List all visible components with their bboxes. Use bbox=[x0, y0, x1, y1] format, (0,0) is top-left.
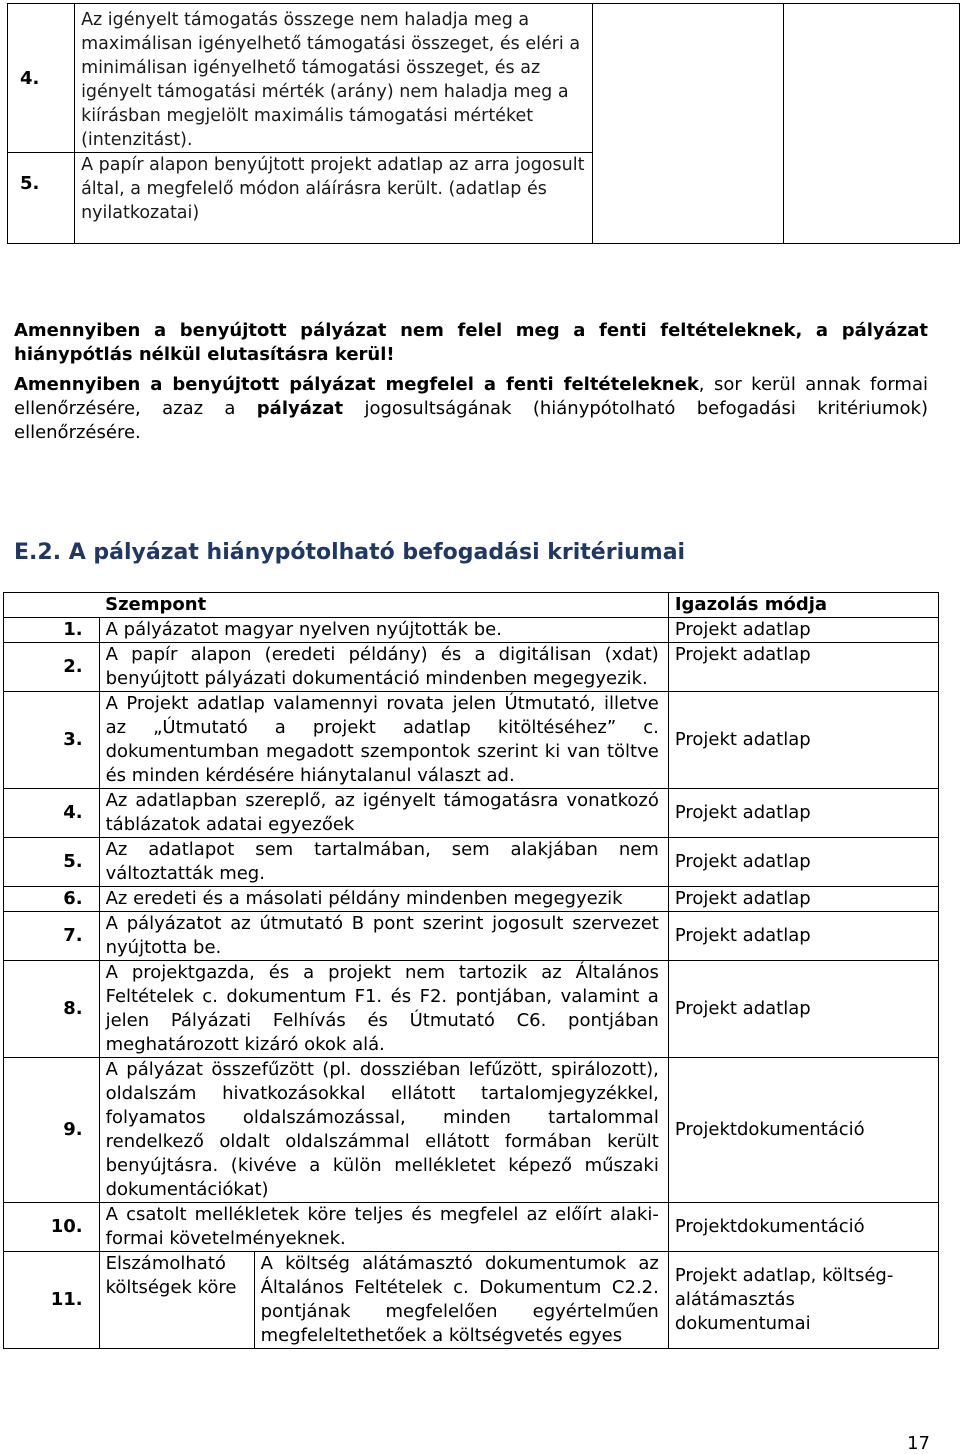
proof-text: Projekt adatlap bbox=[668, 961, 938, 1058]
table-row bbox=[4, 887, 939, 912]
criterion-text: A pályázat összefűzött (pl. dossziéban lefűzött, spirálozott), oldalszám hivatkozásokkal ellátott tartalomjegyzékkel, folyamatos oldalszámozással, minden tartalommal rendelkező oldalt oldalszámmal ellátott formában került benyújtásra. (kivéve a külön mellékletet képező műszaki dokumentációkat) bbox=[99, 1058, 668, 1203]
row-number: 5. bbox=[4, 838, 100, 887]
proof-text: Projekt adatlap bbox=[668, 912, 938, 961]
criterion-text: A pályázatot az útmutató B pont szerint jogosult szervezet nyújtotta be. bbox=[99, 912, 668, 961]
empty-cell bbox=[592, 4, 783, 244]
proof-text: Projekt adatlap bbox=[668, 789, 938, 838]
application-bold-text: pályázat bbox=[256, 398, 344, 419]
criterion-text: A csatolt mellékletek köre teljes és megfelel az előírt alaki-formai követelményeknek. bbox=[99, 1203, 668, 1252]
table-header-row bbox=[4, 593, 939, 618]
proof-text: Projekt adatlap bbox=[668, 838, 938, 887]
row-number: 11. bbox=[4, 1252, 100, 1349]
proof-text: Projektdokumentáció bbox=[668, 1058, 938, 1203]
eligibility-table bbox=[7, 3, 960, 244]
page-number: 17 bbox=[907, 1433, 930, 1454]
condition-bold-text: Amennyiben a benyújtott pályázat megfelel a fenti feltételeknek bbox=[14, 374, 699, 395]
table-row bbox=[4, 1252, 939, 1349]
criterion-text: Az eredeti és a másolati példány mindenben megegyezik bbox=[99, 887, 668, 912]
section-heading: E.2. A pályázat hiánypótolható befogadási kritériumai bbox=[14, 540, 686, 565]
proof-text: Projekt adatlap bbox=[668, 692, 938, 789]
row-text: A papír alapon benyújtott projekt adatlap az arra jogosult által, a megfelelő módon aláírásra került. (adatlap és nyilatkozatai) bbox=[75, 153, 593, 244]
criterion-text: A költség alátámasztó dokumentumok az Általános Feltételek c. Dokumentum C2.2. pontjának megfelelően egyértelműen megfeleltethetőek a költségvetés egyes bbox=[260, 1253, 659, 1346]
row-number: 5. bbox=[8, 153, 75, 244]
criterion-cell bbox=[99, 1252, 668, 1349]
criterion-text: A pályázatot magyar nyelven nyújtották be. bbox=[99, 618, 668, 643]
table-row bbox=[4, 1203, 939, 1252]
row-number: 3. bbox=[4, 692, 100, 789]
rejection-warning: Amennyiben a benyújtott pályázat nem felel meg a fenti feltételeknek, a pályázat hiánypótlás nélkül elutasításra kerül! bbox=[14, 320, 928, 365]
table-row bbox=[4, 692, 939, 789]
table-row bbox=[8, 4, 960, 153]
table-row bbox=[4, 912, 939, 961]
row-number: 7. bbox=[4, 912, 100, 961]
row-number: 8. bbox=[4, 961, 100, 1058]
row-number: 10. bbox=[4, 1203, 100, 1252]
criteria-table bbox=[3, 592, 939, 1349]
criterion-category: Elszámolható költségek köre bbox=[100, 1252, 255, 1348]
empty-cell bbox=[783, 4, 959, 244]
table-row bbox=[4, 643, 939, 692]
criterion-text: Az adatlapban szereplő, az igényelt támogatásra vonatkozó táblázatok adatai egyezőek bbox=[99, 789, 668, 838]
formal-check-paragraph bbox=[14, 373, 928, 445]
header-criterion: Szempont bbox=[99, 593, 668, 618]
row-number: 4. bbox=[4, 789, 100, 838]
row-number: 9. bbox=[4, 1058, 100, 1203]
row-number: 1. bbox=[4, 618, 100, 643]
table-row bbox=[4, 618, 939, 643]
proof-text: Projektdokumentáció bbox=[668, 1203, 938, 1252]
row-number: 2. bbox=[4, 643, 100, 692]
table-row bbox=[4, 961, 939, 1058]
split-criterion bbox=[100, 1252, 668, 1348]
criterion-text: A projektgazda, és a projekt nem tartozik az Általános Feltételek c. dokumentum F1. és F2. pontjában, valamint a jelen Pályázati Felhívás és Útmutató C6. pontjában meghatározott kizáró okok alá. bbox=[99, 961, 668, 1058]
row-text: Az igényelt támogatás összege nem haladja meg a maximálisan igényelhető támogatási összeget, és eléri a minimálisan igényelhető támogatási összeget, és az igényelt támogatási mérték (arány) nem haladja meg a kiírásban megjelölt maximális támogatási mértéket (intenzitást). bbox=[75, 4, 593, 153]
paragraph-text: jogosultságának (hiánypótolható befogadási kritériumok) ellenőrzésére. bbox=[14, 398, 928, 443]
proof-text: Projekt adatlap, költség-alátámasztás dokumentumai bbox=[668, 1252, 938, 1349]
table-row bbox=[4, 1058, 939, 1203]
proof-text: Projekt adatlap bbox=[668, 618, 938, 643]
table-row bbox=[4, 838, 939, 887]
row-number: 6. bbox=[4, 887, 100, 912]
row-number: 4. bbox=[8, 4, 75, 153]
criterion-text: A papír alapon (eredeti példány) és a digitálisan (xdat) benyújtott pályázati dokumentáció mindenben megegyezik. bbox=[99, 643, 668, 692]
paragraph-text: , sor kerül annak formai ellenőrzésére, azaz a bbox=[14, 374, 928, 419]
table-row bbox=[4, 789, 939, 838]
criterion-text: A Projekt adatlap valamennyi rovata jelen Útmutató, illetve az „Útmutató a projekt adatlap kitöltéséhez” c. dokumentumban megadott szempontok szerint ki van töltve és minden kérdésére hiánytalanul választ ad. bbox=[99, 692, 668, 789]
header-proof: Igazolás módja bbox=[668, 593, 938, 618]
proof-text: Projekt adatlap bbox=[668, 643, 938, 692]
proof-text: Projekt adatlap bbox=[668, 887, 938, 912]
criterion-text: Az adatlapot sem tartalmában, sem alakjában nem változtatták meg. bbox=[99, 838, 668, 887]
header-empty-cell bbox=[4, 593, 100, 618]
